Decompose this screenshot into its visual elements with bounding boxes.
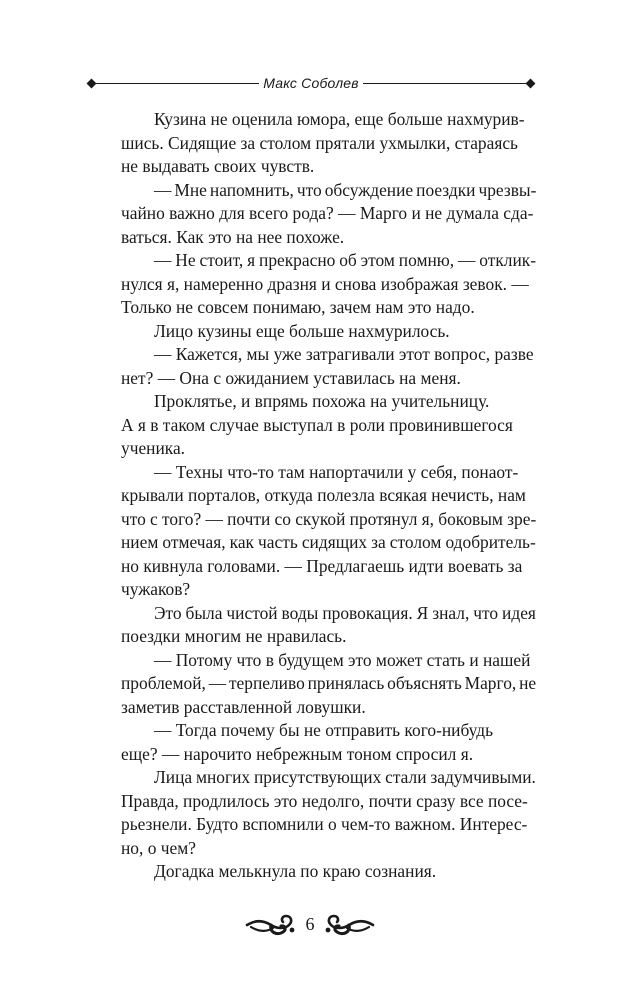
text-line: — Потому что в будущем это может стать и нашей [154,649,531,670]
text-line: Только не совсем понимаю, зачем нам это надо. [121,297,475,317]
paragraph [88,390,536,461]
swirl-ornament-left-icon [245,912,297,938]
text-line: нулся я, намеренно дразня и снова изображая зевок. — [121,273,529,294]
text-line: еще? — нарочито небрежным тоном спросил я. [121,743,474,764]
text-line: Правда, продлилось это недолго, почти сразу все посе- [121,790,528,811]
text-line: — Мне напомнить, что обсуждение поездки чрезвы- [154,179,537,200]
text-line: но кивнула головами. — Предлагаешь идти воевать за [121,555,523,576]
text-line: — Техны что-то там напортачили у себя, понаот- [154,461,519,482]
paragraph [88,320,536,344]
text-line: Лицо кузины еще больше нахмурилось. [154,320,450,341]
page-body-text [88,108,536,884]
text-line: — Тогда почему бы не отправить кого-нибудь [154,720,494,740]
page-footer [245,908,375,944]
text-line: Кузина не оценила юмора, еще больше нахмурив- [154,109,525,129]
paragraph [88,602,536,649]
text-line: но, о чем? [121,837,196,858]
paragraph [88,343,536,390]
text-line: А я в таком случае выступал в роли провинившегося [121,414,513,435]
text-line: заметив расставленной ловушки. [121,696,366,717]
text-line: нет? — Она с ожиданием уставилась на меня. [121,367,461,388]
text-line: Догадка мелькнула по краю сознания. [154,861,437,881]
text-line: ваться. Как это на нее похоже. [121,226,345,247]
paragraph [88,649,536,720]
text-line: Проклятье, и впрямь похожа на учительницу. [154,391,490,411]
text-line: поездки многим не нравилась. [121,626,347,646]
paragraph [88,766,536,860]
paragraph [88,719,536,766]
running-header [88,72,534,94]
paragraph [88,179,536,250]
header-author-name: Макс Соболев [263,75,359,91]
text-line: проблемой, — терпеливо принялась объяснять Марго, не [121,673,537,693]
text-line: — Кажется, мы уже затрагивали этот вопрос, разве [154,344,534,364]
text-line: чайно важно для всего рода? — Марго и не думала сда- [121,203,534,223]
text-line: не выдавать своих чувств. [121,156,315,176]
text-line: что с того? — почти со скукой протянул я, боковым зре- [121,508,537,529]
paragraph [88,461,536,602]
text-line: нием отмечая, как часть сидящих за столом одобритель- [121,532,536,552]
paragraph [88,249,536,320]
swirl-ornament-right-icon [323,912,375,938]
text-line: — Не стоит, я прекрасно об этом помню, — отклик- [154,250,537,270]
paragraph [88,108,536,179]
text-line: чужаков? [121,579,191,599]
text-line: ученика. [121,438,186,458]
text-line: Это была чистой воды провокация. Я знал, что идея [154,602,536,623]
text-line: Лица многих присутствующих стали задумчивыми. [154,767,536,787]
text-line: крывали порталов, откуда полезла всякая нечисть, нам [121,485,526,505]
header-rule-right [363,83,528,84]
text-line: шись. Сидящие за столом прятали ухмылки, стараясь [121,132,518,153]
page-number: 6 [305,914,315,934]
text-line: рьезнели. Будто вспомнили о чем-то важном. Интерес- [121,814,528,834]
paragraph [88,860,536,884]
